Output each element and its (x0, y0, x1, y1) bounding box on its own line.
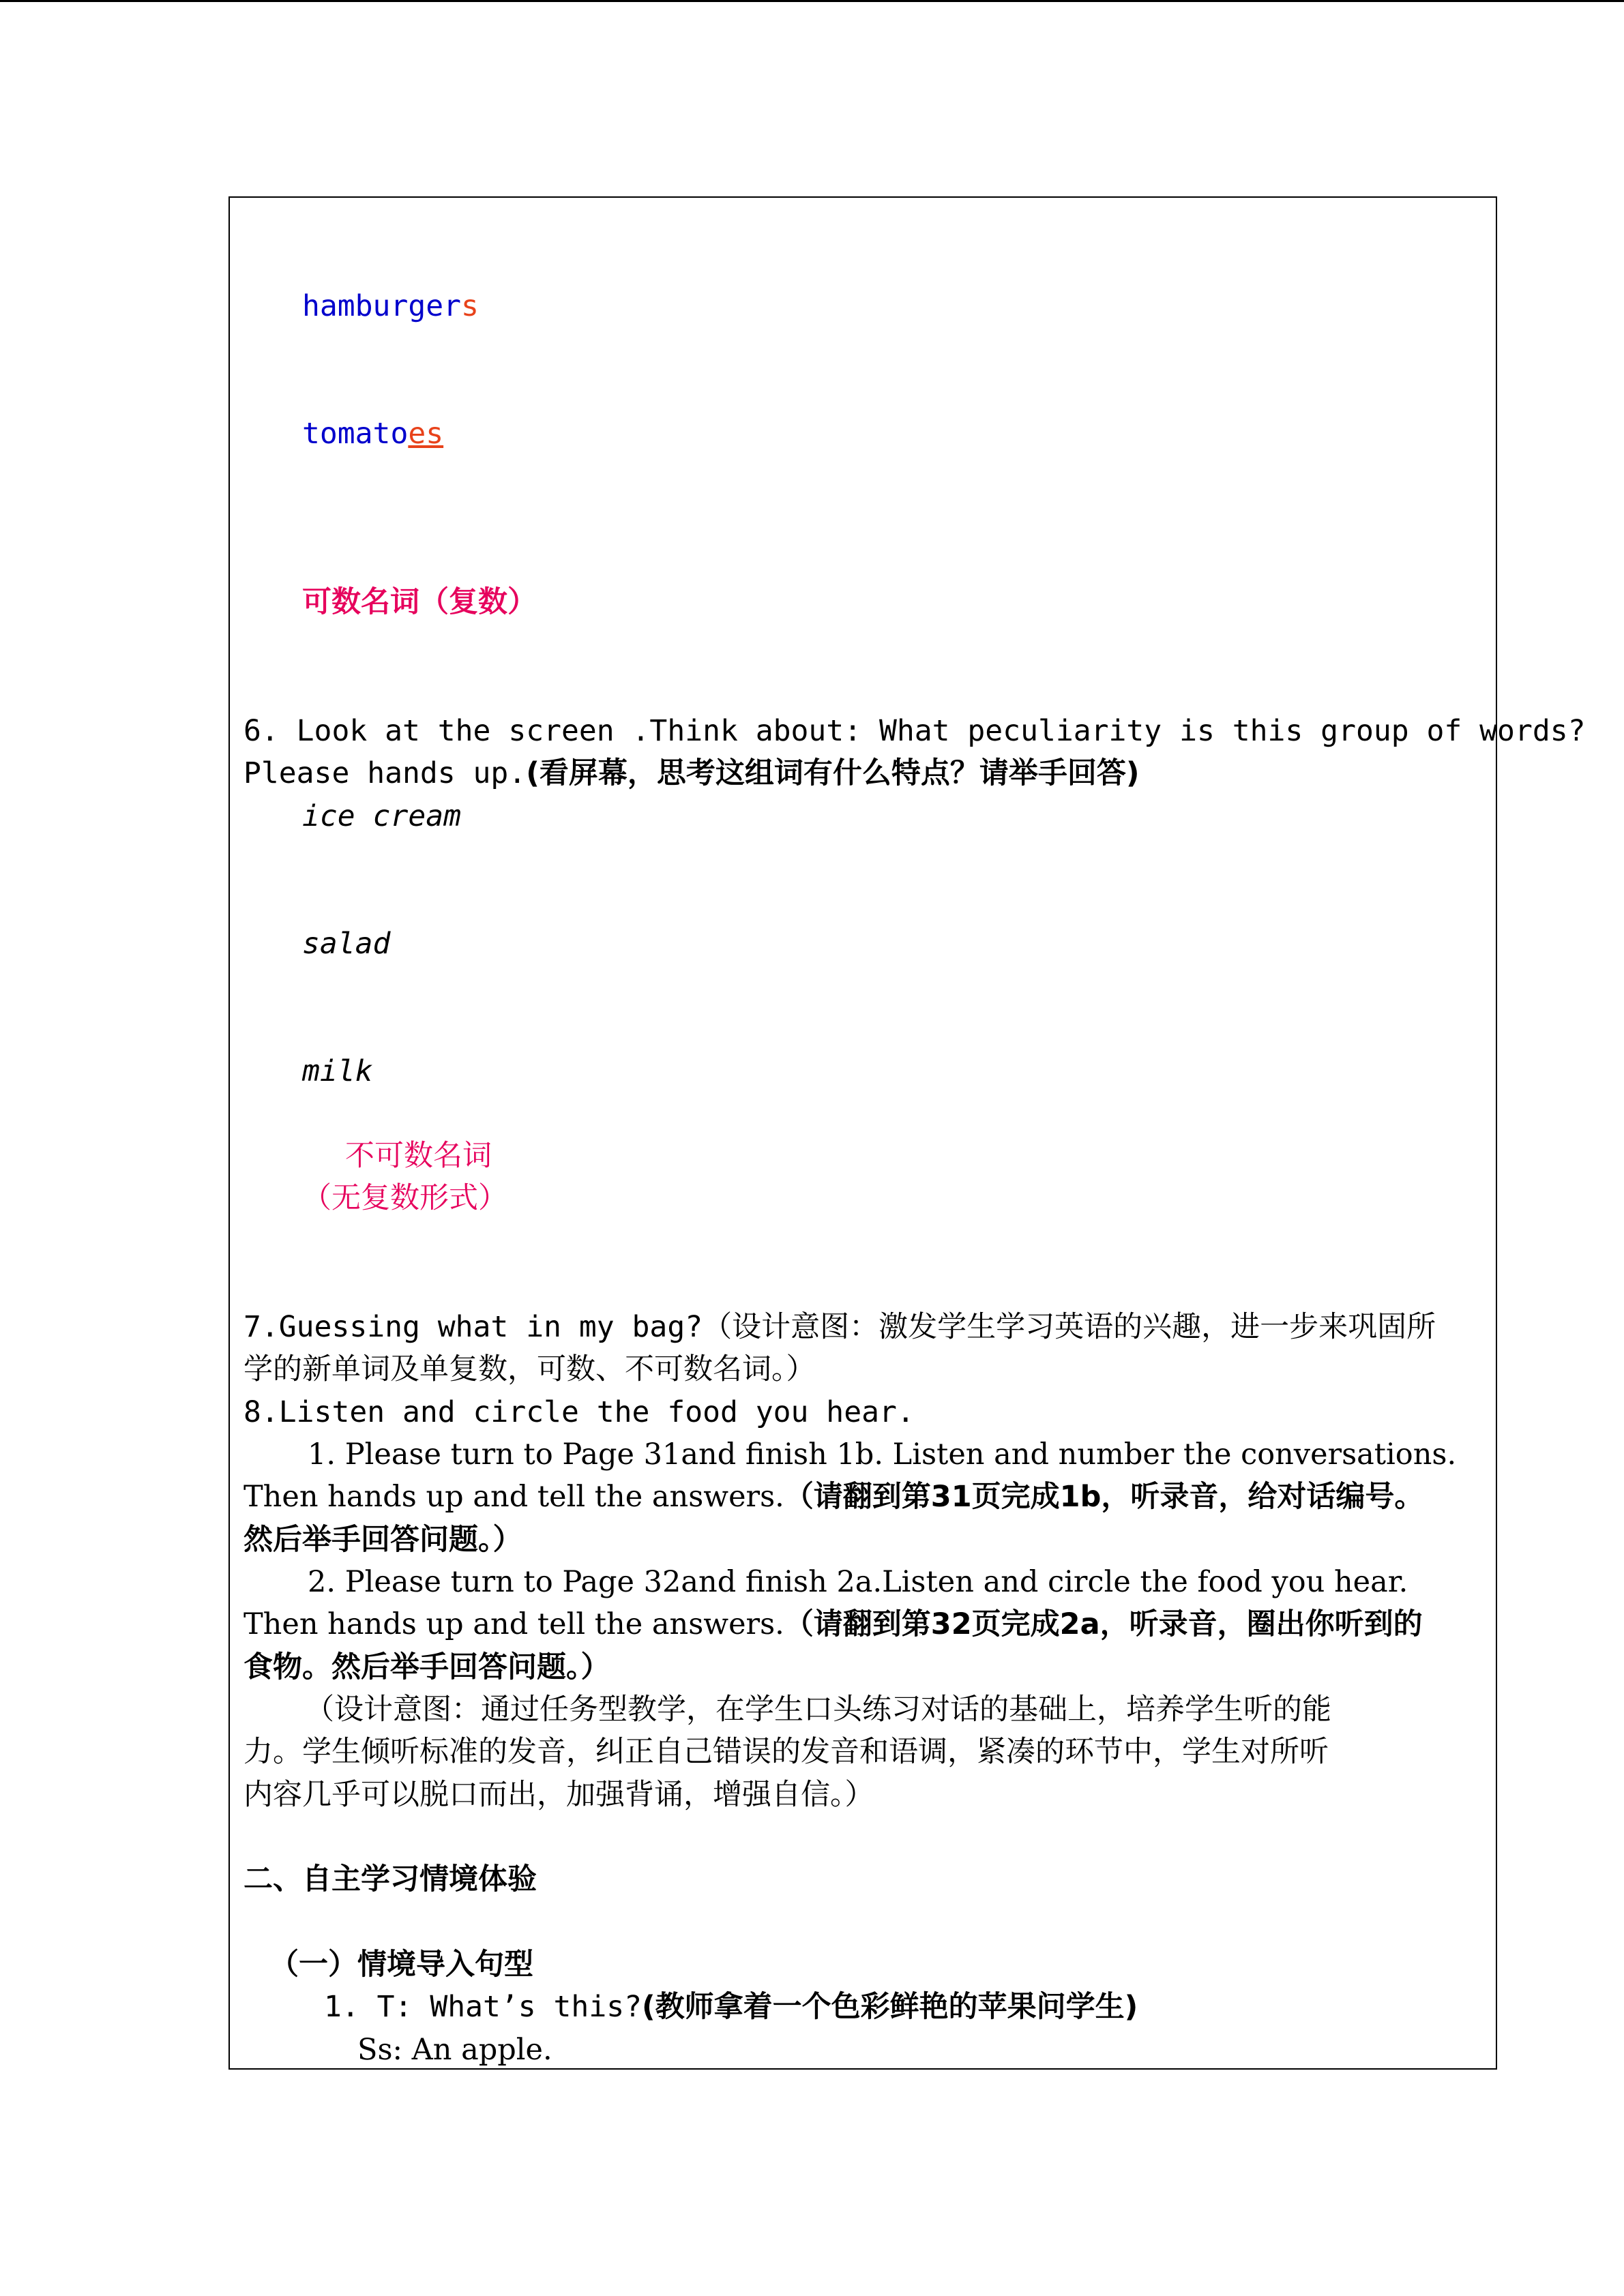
plural-suffix: s (461, 289, 479, 323)
item6-line2-en: Please hands up. (243, 756, 527, 790)
word-salad: salad (302, 927, 391, 961)
word-ice-cream: ice cream (302, 799, 461, 833)
item8-sub1-line2-en: Then hands up and tell the answers. (243, 1480, 784, 1514)
design-intent-line1: （设计意图：通过任务型教学，在学生口头练习对话的基础上，培养学生听的能 (305, 1693, 1331, 1727)
uncountable-sublabel: （无复数形式） (302, 1181, 507, 1215)
design-intent-line2: 力。学生倾听标准的发音，纠正自己错误的发音和语调，紧凑的环节中，学生对所听 (243, 1735, 1329, 1769)
dialogue-teacher-cn: (教师拿着一个色彩鲜艳的苹果问学生) (642, 1990, 1138, 2024)
item8-sub1-line2-cn: （请翻到第31页完成1b，听录音，给对话编号。 (784, 1480, 1424, 1514)
dialogue-teacher-line (324, 1986, 1138, 2028)
item6-line2 (243, 752, 1140, 794)
word-milk: milk (302, 1054, 373, 1088)
item8-title: 8.Listen and circle the food you hear. (243, 1395, 915, 1429)
item7-line1-en: 7.Guessing what in my bag? (243, 1310, 703, 1344)
plural-suffix: es (408, 417, 444, 451)
item7-line1-cn: （设计意图：激发学生学习英语的兴趣，进一步来巩固所 (703, 1310, 1436, 1344)
uncountable-label: 不可数名词 (345, 1139, 492, 1173)
item6-line1: 6. Look at the screen .Think about: What peculiarity is this group of words? (243, 714, 1586, 748)
item7-line1 (243, 1306, 1436, 1348)
subsection1-title: （一）情境导入句型 (269, 1948, 533, 1982)
page-top-border (0, 0, 1624, 2)
design-intent-line3: 内容几乎可以脱口而出，加强背诵，增强自信。） (243, 1778, 874, 1812)
item6-line2-cn: (看屏幕，思考这组词有什么特点？请举手回答) (526, 756, 1140, 790)
dialogue-students-line: Ss: An apple. (357, 2033, 552, 2067)
item8-sub2-line1: 2. Please turn to Page 32and finish 2a.Listen and circle the food you hear. (308, 1565, 1408, 1599)
word-stem: tomato (302, 417, 409, 451)
word-hamburgers (302, 285, 479, 327)
item8-sub1-line3: 然后举手回答问题。） (243, 1523, 522, 1557)
item8-sub2-line2-cn: （请翻到第32页完成2a，听录音，圈出你听到的 (784, 1607, 1423, 1641)
countable-label: 可数名词（复数） (302, 585, 537, 619)
dialogue-teacher-en: 1. T: What’s this? (324, 1990, 642, 2024)
item8-sub2-line2 (243, 1603, 1423, 1645)
item8-sub1-line2 (243, 1476, 1423, 1518)
item8-sub2-line3: 食物。然后举手回答问题。） (243, 1650, 610, 1684)
word-stem: hamburger (302, 289, 461, 323)
word-tomatoes (302, 413, 443, 455)
section2-title: 二、自主学习情境体验 (243, 1862, 537, 1896)
item8-sub2-line2-en: Then hands up and tell the answers. (243, 1607, 784, 1641)
item8-sub1-line1: 1. Please turn to Page 31and finish 1b. Listen and number the conversations. (308, 1437, 1457, 1472)
item7-line2: 学的新单词及单复数，可数、不可数名词。） (243, 1352, 816, 1386)
